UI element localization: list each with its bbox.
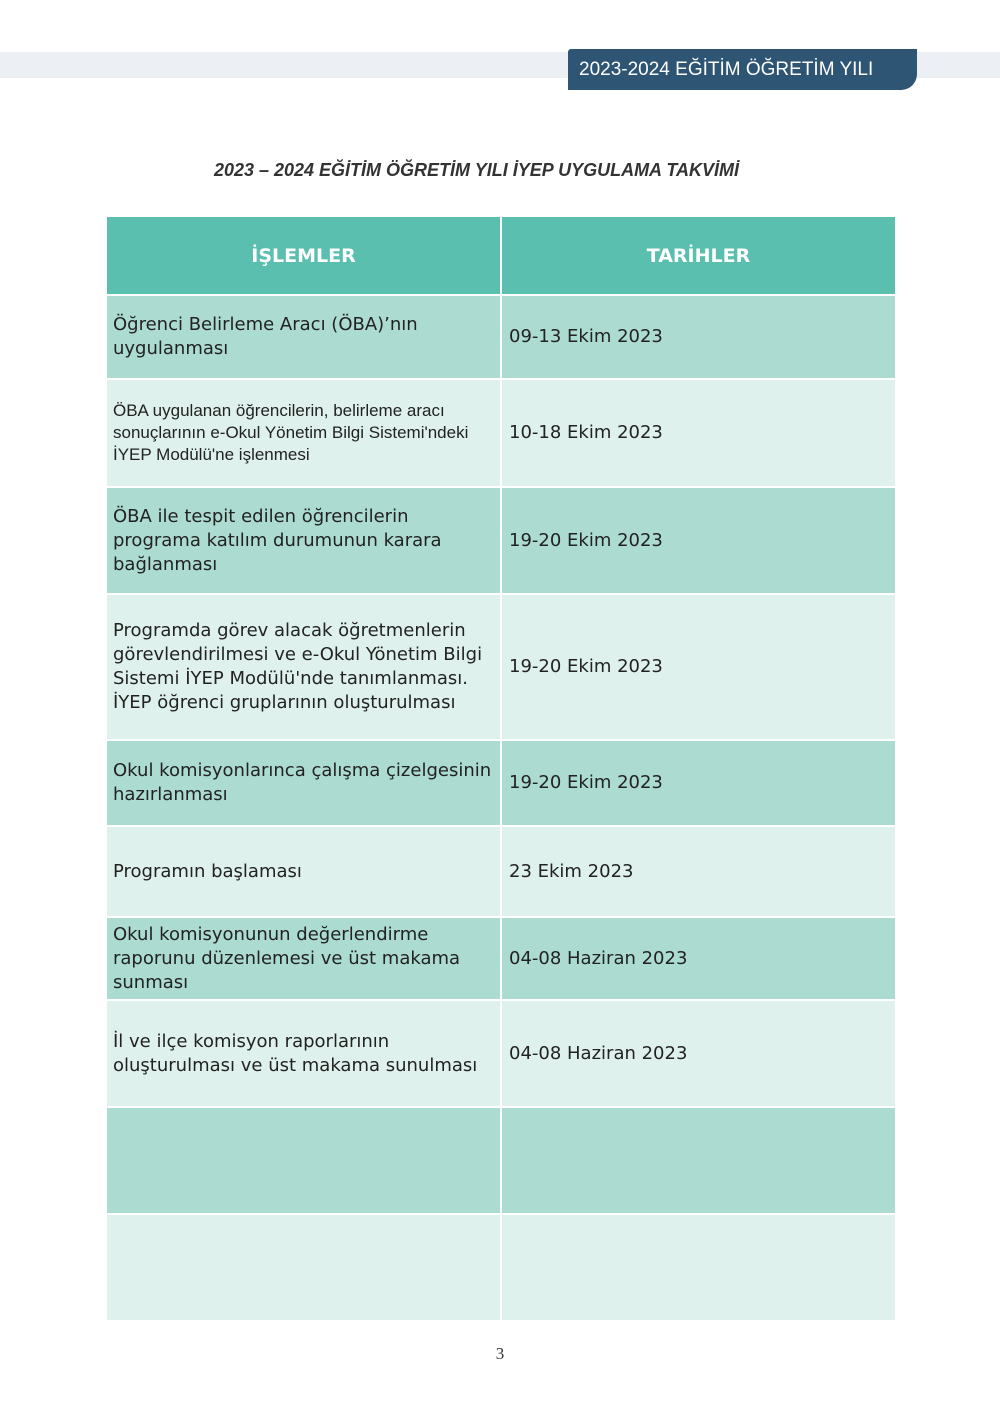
process-cell: Öğrenci Belirleme Aracı (ÖBA)’nın uygulanması — [106, 295, 501, 379]
document-title: 2023 – 2024 EĞİTİM ÖĞRETİM YILI İYEP UYGULAMA TAKVİMİ — [213, 160, 740, 180]
schedule-table — [105, 215, 897, 1322]
table-row — [106, 740, 896, 826]
date-cell: 19-20 Ekim 2023 — [501, 487, 896, 594]
date-cell: 19-20 Ekim 2023 — [501, 594, 896, 740]
date-cell: 10-18 Ekim 2023 — [501, 379, 896, 487]
process-cell: Okul komisyonunun değerlendirme raporunu düzenlemesi ve üst makama sunması — [106, 917, 501, 1000]
table-row — [106, 917, 896, 1000]
table-row — [106, 1214, 896, 1321]
process-cell: ÖBA uygulanan öğrencilerin, belirleme aracı sonuçlarının e-Okul Yönetim Bilgi Sistemi'ndeki İYEP Modülü'ne işlenmesi — [106, 379, 501, 487]
table-row — [106, 826, 896, 917]
column-header-processes: İŞLEMLER — [106, 216, 501, 295]
table-header-row — [106, 216, 896, 295]
table-row — [106, 594, 896, 740]
year-badge: 2023-2024 EĞİTİM ÖĞRETİM YILI — [568, 49, 917, 90]
date-cell: 23 Ekim 2023 — [501, 826, 896, 917]
table-row — [106, 1000, 896, 1107]
table-row — [106, 487, 896, 594]
column-header-dates: TARİHLER — [501, 216, 896, 295]
process-cell: İl ve ilçe komisyon raporlarının oluşturulması ve üst makama sunulması — [106, 1000, 501, 1107]
process-cell: Okul komisyonlarınca çalışma çizelgesinin hazırlanması — [106, 740, 501, 826]
process-cell: Programda görev alacak öğretmenlerin görevlendirilmesi ve e-Okul Yönetim Bilgi Sistemi İYEP Modülü'nde tanımlanması. İYEP öğrenci gruplarının oluşturulması — [106, 594, 501, 740]
process-cell — [106, 1214, 501, 1321]
process-cell: Programın başlaması — [106, 826, 501, 917]
date-cell — [501, 1107, 896, 1214]
table-row — [106, 295, 896, 379]
table-row — [106, 379, 896, 487]
table-row — [106, 1107, 896, 1214]
process-cell — [106, 1107, 501, 1214]
date-cell: 04-08 Haziran 2023 — [501, 917, 896, 1000]
date-cell: 19-20 Ekim 2023 — [501, 740, 896, 826]
page-number: 3 — [495, 1344, 505, 1363]
date-cell: 04-08 Haziran 2023 — [501, 1000, 896, 1107]
date-cell: 09-13 Ekim 2023 — [501, 295, 896, 379]
process-cell: ÖBA ile tespit edilen öğrencilerin programa katılım durumunun karara bağlanması — [106, 487, 501, 594]
date-cell — [501, 1214, 896, 1321]
